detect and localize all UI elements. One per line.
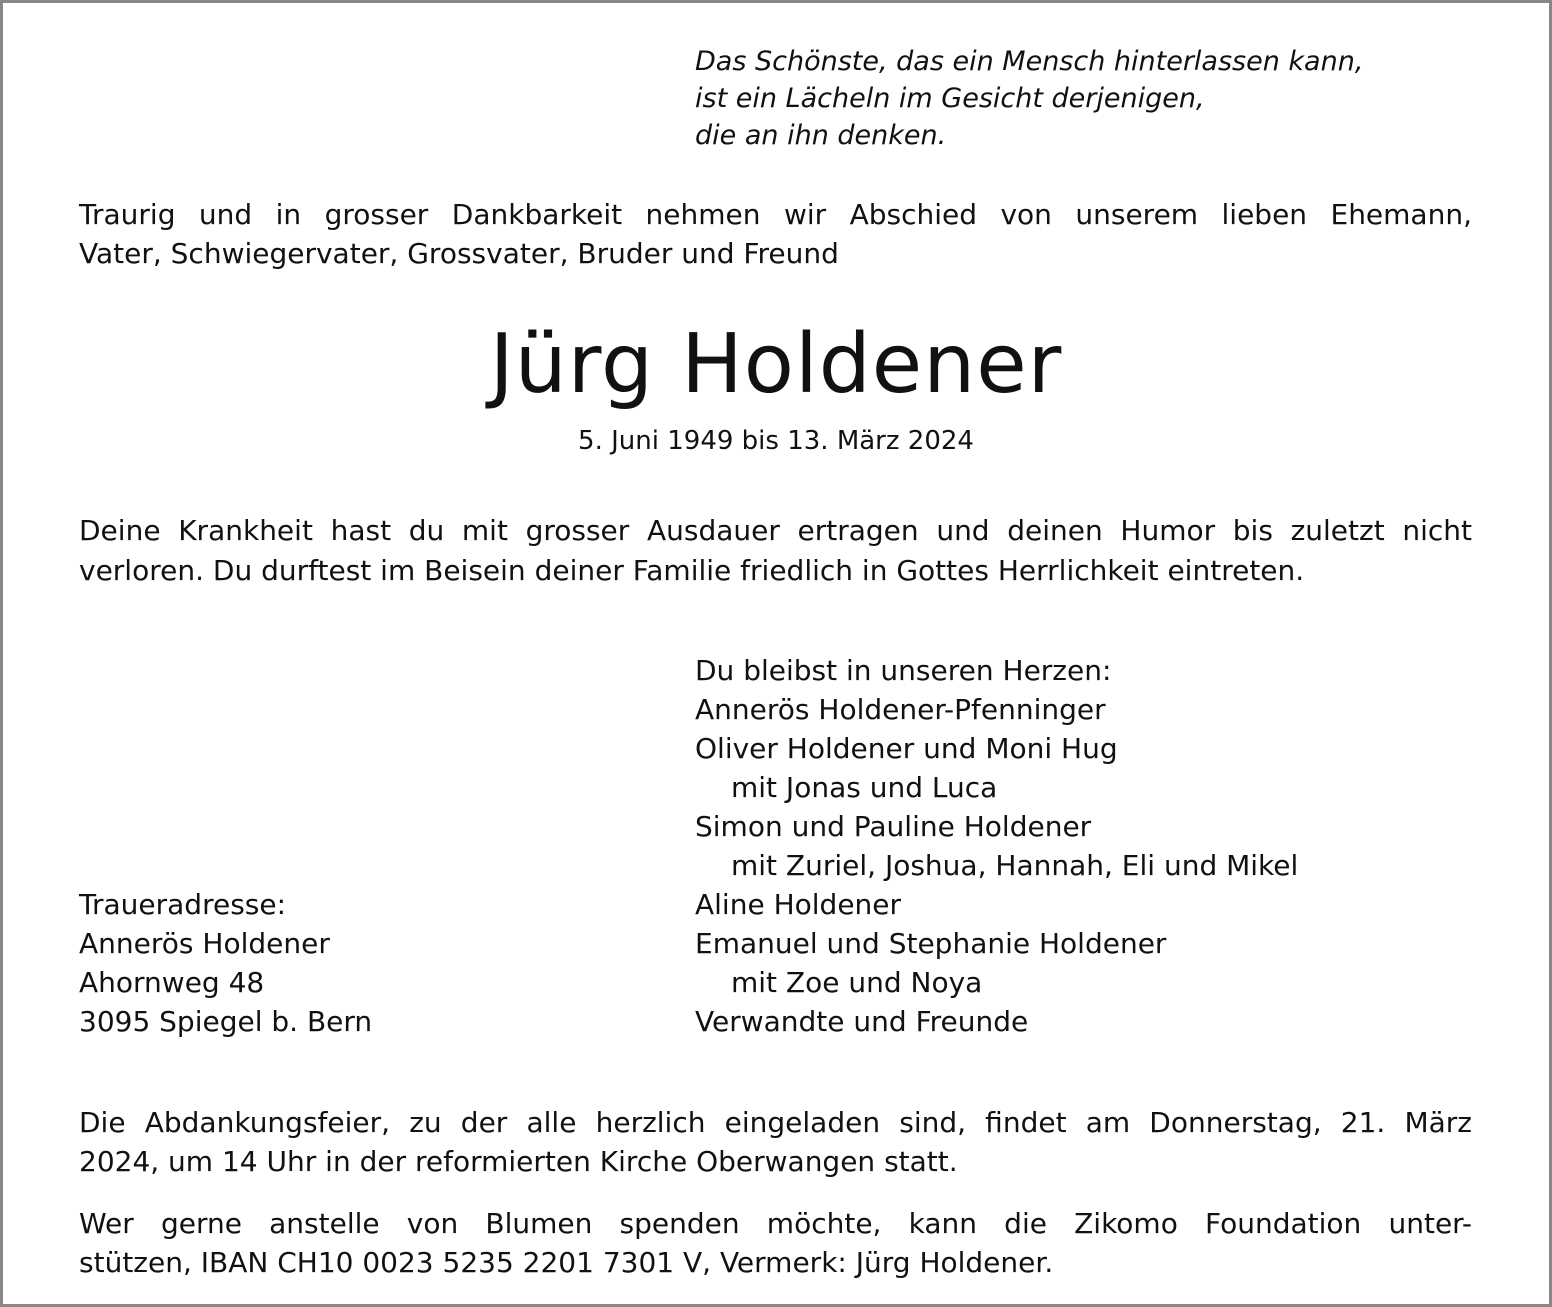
tribute-paragraph: [79, 511, 1472, 591]
life-dates: 5. Juni 1949 bis 13. März 2024: [578, 426, 974, 456]
donation-paragraph: [79, 1204, 1472, 1282]
motto-line-2: ist ein Lächeln im Gesicht derjenigen,: [695, 83, 1205, 114]
service-paragraph: [79, 1103, 1472, 1181]
service-line-2: 2024, um 14 Uhr in der reformierten Kirche Oberwangen statt.: [79, 1145, 958, 1178]
mourner-entry: Verwandte und Freunde: [695, 1005, 1029, 1038]
tribute-line-1: Deine Krankheit hast du mit grosser Ausdauer ertragen und deinen Humor bis zuletzt nicht: [79, 514, 1472, 547]
deceased-name: Jürg Holdener: [489, 317, 1063, 412]
intro-line-2: Vater, Schwiegervater, Grossvater, Bruder und Freund: [79, 237, 839, 270]
address-city: 3095 Spiegel b. Bern: [79, 1005, 373, 1038]
intro-paragraph: [79, 195, 1472, 273]
mourners-heading: Du bleibst in unseren Herzen:: [695, 654, 1112, 687]
mourning-address: [79, 885, 639, 1041]
motto-line-1: Das Schönste, das ein Mensch hinterlassen kann,: [695, 46, 1364, 77]
mourner-entry: Aline Holdener: [695, 888, 902, 921]
mourner-entry: Emanuel und Stephanie Holdener: [695, 927, 1167, 960]
intro-line-1: Traurig und in grosser Dankbarkeit nehmen wir Abschied von unserem lieben Ehemann,: [79, 198, 1472, 231]
mourner-entry: Annerös Holdener-Pfenninger: [695, 693, 1106, 726]
tribute-line-2: verloren. Du durftest im Beisein deiner Familie friedlich in Gottes Herrlichkeit eintreten.: [79, 554, 1305, 587]
motto-line-3: die an ihn denken.: [695, 120, 947, 151]
donation-line-1: Wer gerne anstelle von Blumen spenden möchte, kann die Zikomo Foundation unter-: [79, 1207, 1472, 1240]
mourner-entry-children: mit Zoe und Noya: [731, 966, 983, 999]
mourners-list: [695, 651, 1495, 1041]
mourner-entry: Oliver Holdener und Moni Hug: [695, 732, 1118, 765]
donation-line-2: stützen, IBAN CH10 0023 5235 2201 7301 V, Vermerk: Jürg Holdener.: [79, 1246, 1054, 1279]
mourner-entry-children: mit Zuriel, Joshua, Hannah, Eli und Mikel: [731, 849, 1299, 882]
address-street: Ahornweg 48: [79, 966, 265, 999]
mourner-entry: Simon und Pauline Holdener: [695, 810, 1092, 843]
address-label: Traueradresse:: [79, 888, 287, 921]
mourner-entry-children: mit Jonas und Luca: [731, 771, 998, 804]
service-line-1: Die Abdankungsfeier, zu der alle herzlich eingeladen sind, findet am Donnerstag, 21. März: [79, 1106, 1472, 1139]
motto-quote: [695, 43, 1495, 154]
address-name: Annerös Holdener: [79, 927, 330, 960]
